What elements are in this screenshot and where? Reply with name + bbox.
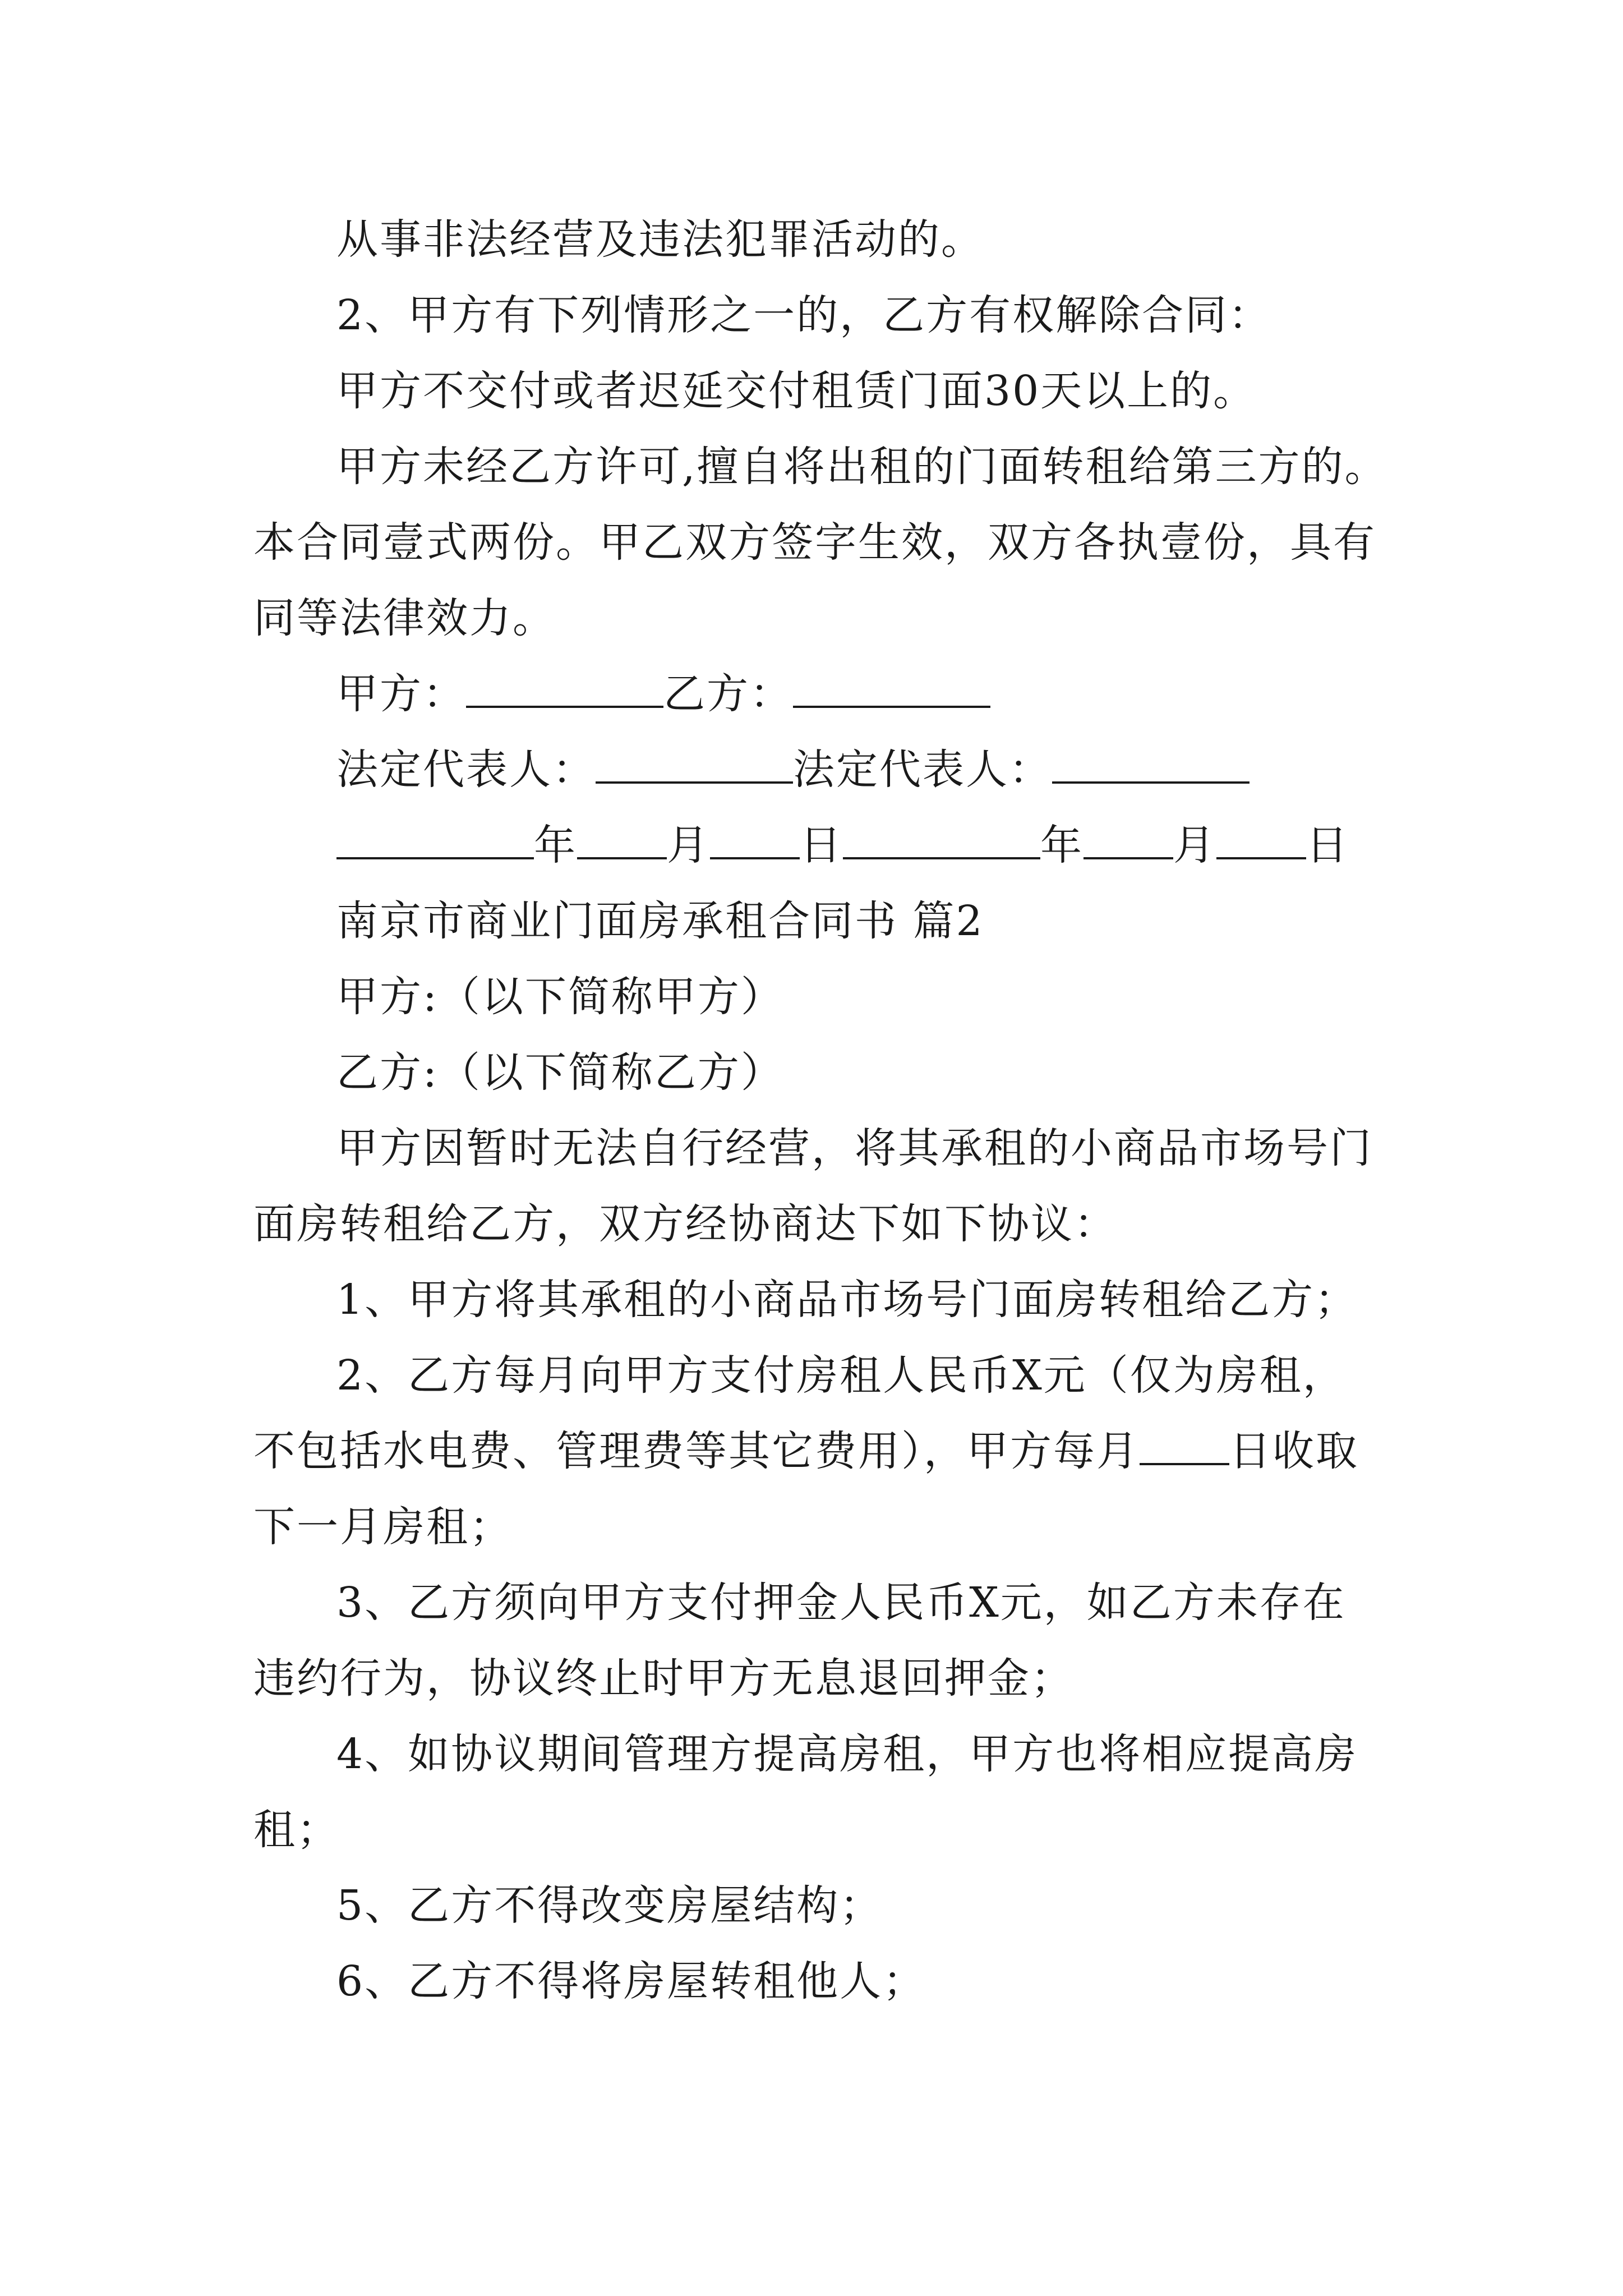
section-title: 南京市商业门面房承租合同书 篇2 <box>336 897 984 945</box>
text-span: 3、乙方须向甲方支付押金人民币X元，如乙方未存在 <box>336 1579 1346 1627</box>
text-span: 4、如协议期间管理方提高房租，甲方也将相应提高房 <box>336 1730 1358 1778</box>
text-span: 5、乙方不得改变房屋结构； <box>336 1881 883 1930</box>
text-span: 甲方因暂时无法自行经营，将其承租的小商品市场号门 <box>336 1124 1373 1172</box>
text-line <box>253 1717 1386 1792</box>
text-span: 甲方不交付或者迟延交付租赁门面30天以上的。 <box>336 367 1257 415</box>
text-line <box>253 202 1386 278</box>
day-blank <box>1140 1424 1229 1465</box>
text-line <box>253 1186 1386 1262</box>
party-b-blank <box>793 666 990 708</box>
text-span: 1、甲方将其承租的小商品市场号门面房转租给乙方； <box>336 1276 1358 1324</box>
day-blank <box>1216 818 1306 859</box>
contract-text <box>253 202 1386 2019</box>
year-label: 年 <box>534 821 577 869</box>
party-a-label: 甲方： <box>336 670 466 718</box>
text-span: 面房转租给乙方，双方经协商达下如下协议： <box>253 1200 1117 1248</box>
text-line <box>253 581 1386 656</box>
year-blank <box>336 818 534 859</box>
text-line <box>253 1262 1386 1338</box>
rep-b-blank <box>1052 742 1249 784</box>
rep-b-label: 法定代表人： <box>793 746 1052 794</box>
text-span: 2、乙方每月向甲方支付房租人民币X元（仅为房租， <box>336 1351 1346 1400</box>
text-span: 租； <box>253 1806 340 1854</box>
text-span: 从事非法经营及违法犯罪活动的。 <box>336 215 984 264</box>
text-line <box>253 278 1386 353</box>
text-line <box>253 1565 1386 1641</box>
section-heading <box>253 884 1386 959</box>
month-label: 月 <box>1173 821 1216 869</box>
text-line <box>253 1944 1386 2019</box>
text-line <box>253 429 1386 505</box>
text-span: 同等法律效力。 <box>253 594 556 642</box>
text-span: 甲方:（以下简称甲方） <box>336 973 784 1021</box>
day-label: 日 <box>1306 821 1349 869</box>
rep-a-label: 法定代表人： <box>336 746 596 794</box>
text-line <box>253 1641 1386 1717</box>
text-span: 2、甲方有下列情形之一的，乙方有权解除合同： <box>336 291 1272 339</box>
text-span: 下一月房租； <box>253 1503 513 1551</box>
signature-line-representative <box>253 732 1386 808</box>
text-line <box>253 1414 1386 1489</box>
rep-a-blank <box>596 742 793 784</box>
text-line <box>253 1111 1386 1186</box>
party-a-blank <box>466 666 663 708</box>
signature-line-date <box>253 808 1386 884</box>
text-span: 本合同壹式两份。甲乙双方签字生效，双方各执壹份，具有 <box>253 518 1376 567</box>
party-b-label: 乙方： <box>663 670 793 718</box>
text-span: 不包括水电费、管理费等其它费用），甲方每月 <box>253 1427 1140 1475</box>
day-blank <box>710 818 800 859</box>
text-span: 乙方:（以下简称乙方） <box>336 1048 784 1097</box>
text-line <box>253 505 1386 581</box>
month-label: 月 <box>667 821 710 869</box>
signature-line-party <box>253 656 1386 732</box>
text-span: 甲方未经乙方许可,擅自将出租的门面转租给第三方的。 <box>336 443 1388 491</box>
text-span: 6、乙方不得将房屋转租他人； <box>336 1957 926 2005</box>
day-label: 日 <box>800 821 843 869</box>
month-blank <box>577 818 667 859</box>
text-span: 违约行为，协议终止时甲方无息退回押金； <box>253 1654 1074 1703</box>
text-line <box>253 1792 1386 1868</box>
text-line <box>253 1489 1386 1565</box>
month-blank <box>1083 818 1173 859</box>
text-span: 日收取 <box>1229 1427 1359 1475</box>
text-line <box>253 1035 1386 1111</box>
year-blank <box>843 818 1040 859</box>
year-label: 年 <box>1040 821 1083 869</box>
text-line <box>253 1338 1386 1414</box>
text-line <box>253 1868 1386 1944</box>
text-line <box>253 959 1386 1035</box>
text-line <box>253 353 1386 429</box>
